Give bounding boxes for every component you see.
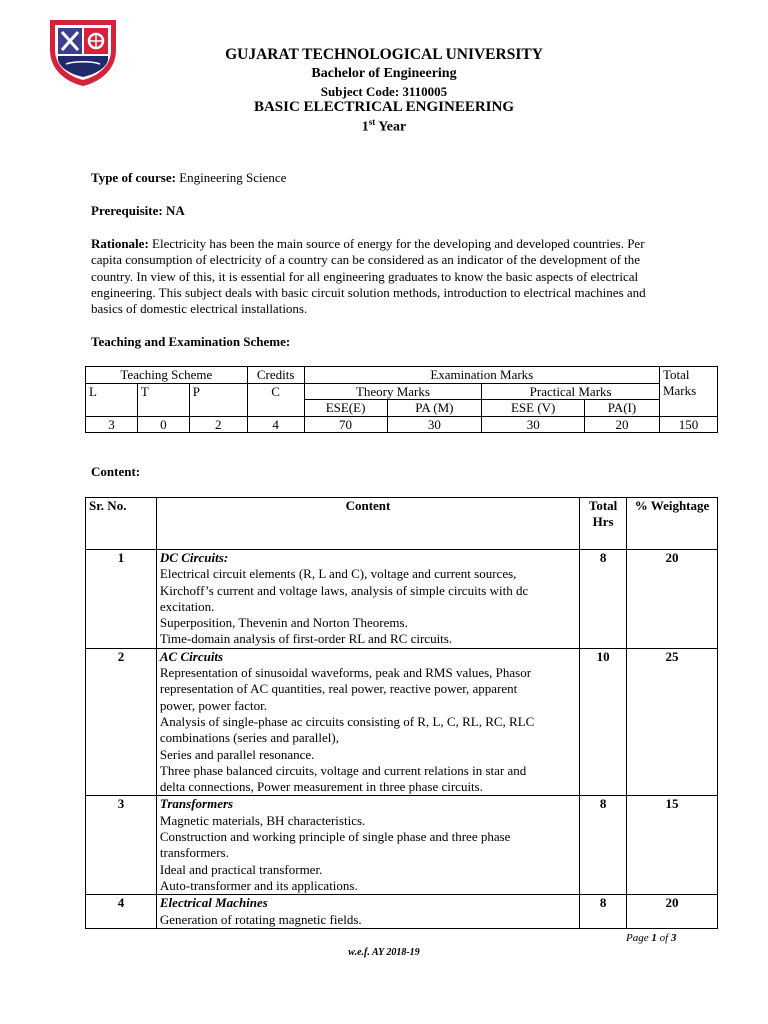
c-value: 4 bbox=[247, 416, 304, 433]
l-value: 3 bbox=[86, 416, 138, 433]
content-heading: Content: bbox=[91, 464, 141, 479]
pa-m-value: 30 bbox=[387, 416, 482, 433]
theory-marks-header: Theory Marks bbox=[304, 383, 482, 400]
university-title: GUJARAT TECHNOLOGICAL UNIVERSITY bbox=[225, 46, 543, 63]
row-weight: 15 bbox=[627, 796, 718, 895]
pa-i-value: 20 bbox=[585, 416, 660, 433]
practical-marks-header: Practical Marks bbox=[482, 383, 660, 400]
subject-code: Subject Code: 3110005 bbox=[320, 84, 448, 99]
scheme-table bbox=[85, 366, 718, 433]
row-weight: 20 bbox=[627, 550, 718, 649]
rationale: Rationale: Electricity has been the main source of energy for the developing and developed countries. Per capita consumption of electricity of a country can be considered as an indicator of the development of the country. In view of this, it is essential for all engineering graduates to know the basic aspects of electrical engineering. This subject deals with basic circuit solution methods, introduction to electrical machines and basics of domestic electrical installations. bbox=[91, 236, 646, 317]
subject-name: BASIC ELECTRICAL ENGINEERING bbox=[253, 99, 515, 115]
ese-e-value: 70 bbox=[304, 416, 387, 433]
row-srno: 2 bbox=[86, 648, 157, 796]
year-label: 1st Year bbox=[361, 117, 407, 135]
content-header: Content bbox=[156, 498, 579, 550]
row-srno: 4 bbox=[86, 895, 157, 929]
t-value: 0 bbox=[137, 416, 189, 433]
teaching-scheme-header: Teaching Scheme bbox=[86, 367, 248, 384]
ese-e-header: ESE(E) bbox=[304, 400, 387, 417]
pa-i-header: PA(I) bbox=[585, 400, 660, 417]
row-srno: 1 bbox=[86, 550, 157, 649]
row-hrs: 8 bbox=[580, 895, 627, 929]
ese-v-value: 30 bbox=[482, 416, 585, 433]
row-weight: 25 bbox=[627, 648, 718, 796]
c-header: C bbox=[247, 383, 304, 416]
row-weight: 20 bbox=[627, 895, 718, 929]
row-content: Electrical Machines Generation of rotating magnetic fields. bbox=[156, 895, 579, 929]
table-row bbox=[86, 550, 718, 649]
row-content: AC Circuits Representation of sinusoidal waveforms, peak and RMS values, Phasor representation of AC quantities, real power, reactive power, apparent power, power factor. Analysis of single-phase ac circuits consisting of R, L, C, RL, RC, RLC combinations (series and parallel), Series and parallel resonance. Three phase balanced circuits, voltage and current relations in star and delta connections, Power measurement in three phase circuits. bbox=[156, 648, 579, 796]
srno-header: Sr. No. bbox=[86, 498, 157, 550]
l-header: L bbox=[86, 383, 138, 416]
content-table bbox=[85, 497, 718, 929]
ese-v-header: ESE (V) bbox=[482, 400, 585, 417]
table-row bbox=[86, 895, 718, 929]
weightage-header: % Weightage bbox=[627, 498, 718, 550]
exam-marks-header: Examination Marks bbox=[304, 367, 659, 384]
p-header: P bbox=[189, 383, 247, 416]
scheme-heading: Teaching and Examination Scheme: bbox=[91, 334, 291, 349]
row-hrs: 8 bbox=[580, 796, 627, 895]
page-number: Page 1 of 3 bbox=[626, 932, 677, 944]
total-hrs-header: Total Hrs bbox=[580, 498, 627, 550]
degree-title: Bachelor of Engineering bbox=[311, 66, 457, 81]
row-content: Transformers Magnetic materials, BH characteristics. Construction and working principle of single phase and three phase transformers. Ideal and practical transformer. Auto-transformer and its applications. bbox=[156, 796, 579, 895]
pa-m-header: PA (M) bbox=[387, 400, 482, 417]
t-header: T bbox=[137, 383, 189, 416]
credits-header: Credits bbox=[247, 367, 304, 384]
row-srno: 3 bbox=[86, 796, 157, 895]
row-hrs: 10 bbox=[580, 648, 627, 796]
table-row bbox=[86, 796, 718, 895]
course-type: Type of course: Engineering Science bbox=[91, 170, 287, 185]
row-content: DC Circuits: Electrical circuit elements (R, L and C), voltage and current sources, Kirchoff’s current and voltage laws, analysis of simple circuits with dc excitation. Superposition, Thevenin and Norton Theorems. Time-domain analysis of first-order RL and RC circuits. bbox=[156, 550, 579, 649]
prerequisite: Prerequisite: NA bbox=[91, 203, 185, 218]
table-row bbox=[86, 648, 718, 796]
total-marks-header: Total Marks bbox=[659, 367, 717, 417]
p-value: 2 bbox=[189, 416, 247, 433]
total-value: 150 bbox=[659, 416, 717, 433]
effective-date: w.e.f. AY 2018-19 bbox=[348, 947, 420, 958]
row-hrs: 8 bbox=[580, 550, 627, 649]
